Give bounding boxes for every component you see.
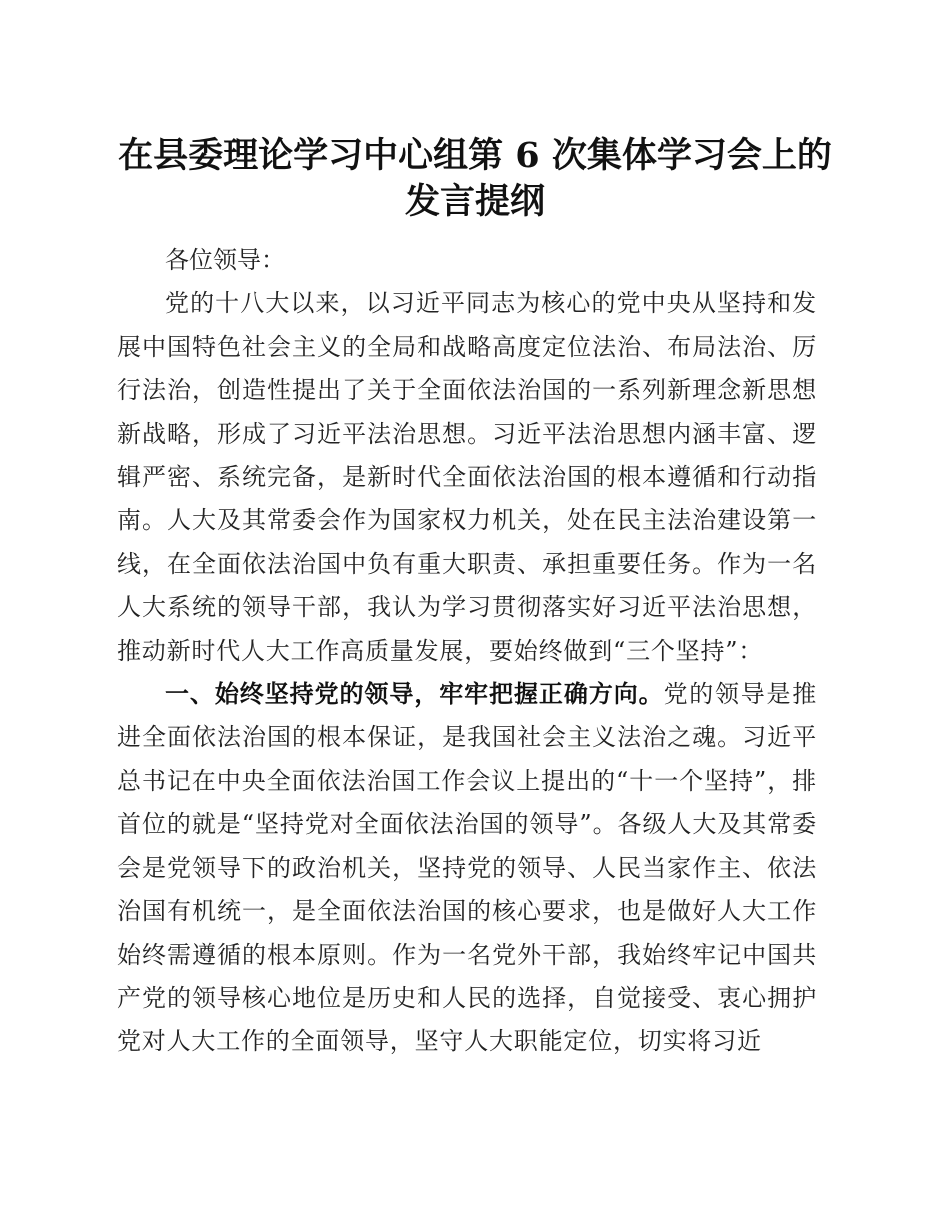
section-1-heading: 一、始终坚持党的领导，牢牢把握正确方向。 bbox=[165, 680, 664, 709]
section-1-paragraph bbox=[117, 673, 817, 1064]
document-body bbox=[117, 239, 817, 1064]
document-title bbox=[100, 133, 850, 225]
section-1-body: 党的领导是推进全面依法治国的根本保证，是我国社会主义法治之魂。习近平总书记在中央全面依法治国工作会议上提出的“十一个坚持”，排首位的就是“坚持党对全面依法治国的领导”。各级人大及其常委会是党领导下的政治机关，坚持党的领导、人民当家作主、依法治国有机统一，是全面依法治国的核心要求，也是做好人大工作始终需遵循的根本原则。作为一名党外干部，我始终牢记中国共产党的领导核心地位是历史和人民的选择，自觉接受、衷心拥护党对人大工作的全面领导，坚守人大职能定位，切实将习近 bbox=[117, 680, 817, 1056]
salutation: 各位领导： bbox=[165, 246, 285, 274]
title-line-1: 在县委理论学习中心组第 6 次集体学习会上的 bbox=[118, 135, 832, 176]
intro-paragraph: 党的十八大以来，以习近平同志为核心的党中央从坚持和发展中国特色社会主义的全局和战略高度定位法治、布局法治、厉行法治，创造性提出了关于全面依法治国的一系列新理念新思想新战略，形成了习近平法治思想。习近平法治思想内涵丰富、逻辑严密、系统完备，是新时代全面依法治国的根本遵循和行动指南。人大及其常委会作为国家权力机关，处在民主法治建设第一线，在全面依法治国中负有重大职责、承担重要任务。作为一名人大系统的领导干部，我认为学习贯彻落实好习近平法治思想，推动新时代人大工作高质量发展，要始终做到“三个坚持”： bbox=[117, 289, 817, 665]
title-line-2: 发言提纲 bbox=[404, 181, 545, 222]
